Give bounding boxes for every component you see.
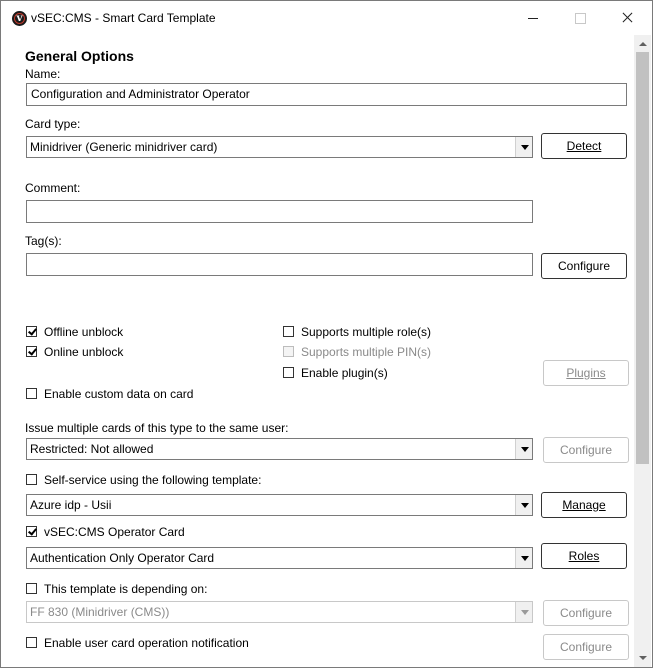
self-service-select[interactable]	[26, 494, 533, 516]
offline-unblock-checkbox[interactable]	[26, 325, 123, 339]
detect-button-label: Detect	[566, 139, 602, 153]
operator-card-select[interactable]	[26, 547, 533, 569]
self-service-label: Self-service using the following template:	[44, 473, 262, 487]
supports-multiple-pins-checkbox	[283, 345, 431, 359]
app-icon-letter: v	[16, 13, 23, 24]
operator-card-value: Authentication Only Operator Card	[30, 551, 215, 565]
self-service-checkbox[interactable]	[26, 473, 261, 487]
roles-button[interactable]	[541, 543, 627, 569]
operator-card-label: vSEC:CMS Operator Card	[44, 525, 185, 539]
checkbox-icon[interactable]	[26, 583, 37, 594]
enable-plugins-label: Enable plugin(s)	[301, 366, 388, 380]
chevron-down-icon[interactable]	[515, 439, 532, 459]
maximize-icon[interactable]	[557, 1, 603, 35]
chevron-down-icon[interactable]	[515, 548, 532, 568]
enable-custom-data-label: Enable custom data on card	[44, 387, 194, 401]
online-unblock-label: Online unblock	[44, 345, 124, 359]
scroll-down-arrow-icon[interactable]	[634, 650, 651, 667]
depending-value: FF 830 (Minidriver (CMS))	[30, 605, 170, 619]
card-type-select[interactable]	[26, 136, 533, 158]
manage-button[interactable]	[541, 492, 627, 518]
scroll-up-arrow-icon[interactable]	[634, 35, 651, 52]
plugins-button-label: Plugins	[566, 366, 606, 380]
notification-configure-button: Configure	[543, 634, 629, 660]
supports-multiple-roles-checkbox[interactable]	[283, 325, 431, 339]
enable-custom-data-checkbox[interactable]	[26, 387, 193, 401]
depending-label: This template is depending on:	[44, 582, 208, 596]
card-type-label: Card type:	[25, 117, 81, 131]
depending-checkbox[interactable]	[26, 582, 207, 596]
close-icon[interactable]	[604, 1, 650, 35]
self-service-value: Azure idp - Usii	[30, 498, 112, 512]
online-unblock-checkbox[interactable]	[26, 345, 123, 359]
tags-configure-button[interactable]: Configure	[541, 253, 627, 279]
notification-checkbox[interactable]	[26, 636, 249, 650]
name-label: Name:	[25, 67, 61, 81]
chevron-down-icon	[515, 602, 532, 622]
notification-label: Enable user card operation notification	[44, 636, 249, 650]
tags-input[interactable]	[26, 253, 533, 276]
checkbox-icon[interactable]	[26, 388, 37, 399]
depending-select	[26, 601, 533, 623]
name-input[interactable]: Configuration and Administrator Operator	[26, 83, 627, 106]
scrollbar-thumb[interactable]	[636, 52, 649, 464]
checkbox-checked-icon[interactable]	[26, 326, 37, 337]
checkbox-icon[interactable]	[26, 637, 37, 648]
depending-configure-button: Configure	[543, 600, 629, 626]
issue-multiple-label: Issue multiple cards of this type to the same user:	[25, 421, 289, 435]
plugins-button	[543, 360, 629, 386]
vsec-app-icon	[12, 11, 27, 26]
chevron-down-icon[interactable]	[515, 495, 532, 515]
manage-button-label: Manage	[562, 498, 606, 512]
checkbox-icon	[283, 346, 294, 357]
general-options-heading: General Options	[25, 48, 134, 64]
minimize-icon[interactable]	[510, 1, 556, 35]
issue-multiple-configure-button: Configure	[543, 437, 629, 463]
issue-multiple-value: Restricted: Not allowed	[30, 442, 154, 456]
window-title: vSEC:CMS - Smart Card Template	[31, 11, 216, 25]
issue-multiple-select[interactable]	[26, 438, 533, 460]
checkbox-icon[interactable]	[283, 367, 294, 378]
checkbox-checked-icon[interactable]	[26, 346, 37, 357]
supports-multiple-roles-label: Supports multiple role(s)	[301, 325, 432, 339]
operator-card-checkbox[interactable]	[26, 525, 185, 539]
enable-plugins-checkbox[interactable]	[283, 366, 388, 380]
chevron-down-icon[interactable]	[515, 137, 532, 157]
detect-button[interactable]	[541, 133, 627, 159]
offline-unblock-label: Offline unblock	[44, 325, 124, 339]
card-type-value: Minidriver (Generic minidriver card)	[30, 140, 218, 154]
comment-label: Comment:	[25, 181, 81, 195]
roles-button-label: Roles	[568, 549, 600, 563]
checkbox-icon[interactable]	[283, 326, 294, 337]
supports-multiple-pins-label: Supports multiple PIN(s)	[301, 345, 432, 359]
tags-label: Tag(s):	[25, 234, 62, 248]
comment-input[interactable]	[26, 200, 533, 223]
title-bar	[1, 1, 652, 35]
vertical-scrollbar[interactable]	[634, 35, 651, 667]
checkbox-checked-icon[interactable]	[26, 526, 37, 537]
checkbox-icon[interactable]	[26, 474, 37, 485]
